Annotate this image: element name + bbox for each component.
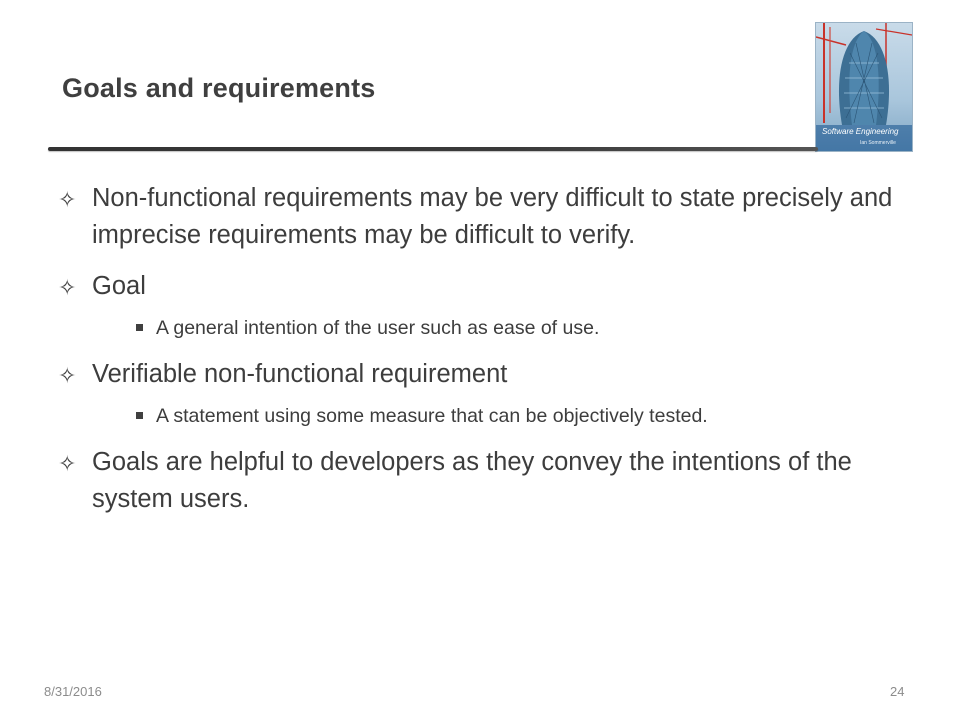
four-point-star-icon: ✧ xyxy=(58,363,77,388)
sub-bullet-text: A general intention of the user such as ease of use. xyxy=(156,317,600,339)
sub-bullet-text: A statement using some measure that can be objectively tested. xyxy=(156,405,708,427)
four-point-star-icon: ✧ xyxy=(58,275,77,300)
sub-bullet-item xyxy=(58,402,908,430)
bullet-item xyxy=(58,180,908,254)
sub-bullet-item xyxy=(58,314,908,342)
four-point-star-icon: ✧ xyxy=(58,187,77,212)
title-divider xyxy=(48,147,818,151)
bullet-item xyxy=(58,444,908,518)
cover-author: Ian Sommerville xyxy=(860,140,896,146)
bullet-text: Verifiable non-functional requirement xyxy=(92,360,508,388)
four-point-star-icon: ✧ xyxy=(58,451,77,476)
book-cover-image xyxy=(815,22,913,152)
bullet-list xyxy=(58,180,908,518)
page-number: 24 xyxy=(890,684,905,699)
bullet-text: Goal xyxy=(92,272,146,300)
bullet-text: Non-functional requirements may be very difficult to state precisely and imprecise requirements may be difficult to verify. xyxy=(92,184,893,249)
cover-title: Software Engineering xyxy=(822,127,899,136)
bullet-item xyxy=(58,356,908,394)
square-bullet-icon xyxy=(134,314,156,342)
square-bullet-icon xyxy=(134,402,156,430)
slide-title: Goals and requirements xyxy=(62,73,376,103)
bullet-item xyxy=(58,268,908,306)
bullet-text: Goals are helpful to developers as they convey the intentions of the system users. xyxy=(92,448,852,513)
footer-date: 8/31/2016 xyxy=(44,684,102,699)
